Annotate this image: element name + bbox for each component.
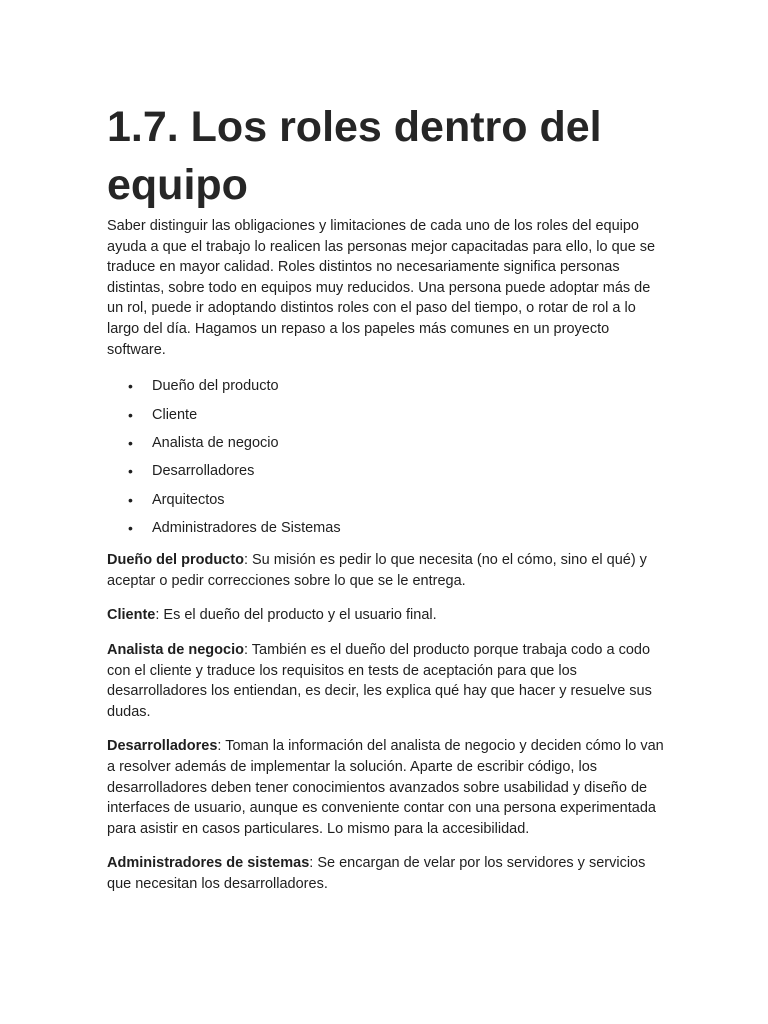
document-content	[107, 98, 667, 895]
definition-text: : Toman la información del analista de negocio y deciden cómo lo van a resolver además de implementar la solución. Aparte de escribir código, los desarrolladores deben tener conocimientos avanzados sobre usabilidad y diseño de interfaces de usuario, aunque es conveniente contar con una persona experimentada para asistir en casos particulares. Lo mismo para la accesibilidad.	[107, 738, 664, 837]
definition-term: Analista de negocio	[107, 641, 244, 658]
definition-text: : Su misión es pedir lo que necesita (no el cómo, sino el qué) y aceptar o pedir correcciones sobre lo que se le entrega.	[107, 552, 647, 589]
definition-client	[107, 605, 667, 626]
list-item: • Desarrolladores	[107, 461, 667, 482]
list-item: • Arquitectos	[107, 490, 667, 511]
definition-text: : Es el dueño del producto y el usuario final.	[155, 607, 437, 624]
list-item: • Dueño del producto	[107, 376, 667, 397]
list-item: • Analista de negocio	[107, 433, 667, 454]
definition-text: : Se encargan de velar por los servidores y servicios que necesitan los desarrolladores.	[107, 855, 646, 892]
definition-term: Desarrolladores	[107, 738, 218, 755]
definition-developers	[107, 736, 667, 839]
definition-term: Dueño del producto	[107, 552, 244, 569]
definition-term: Administradores de sistemas	[107, 855, 310, 872]
definition-product-owner	[107, 550, 667, 591]
list-item: • Administradores de Sistemas	[107, 518, 667, 539]
definition-sysadmins	[107, 853, 667, 894]
intro-paragraph: Saber distinguir las obligaciones y limitaciones de cada uno de los roles del equipo ayuda a que el trabajo lo realicen las personas mejor capacitadas para ello, lo que se traduce en mayor calidad. Roles distintos no necesariamente significa personas distintas, sobre todo en equipos muy reducidos. Una persona puede adoptar más de un rol, puede ir adoptando distintos roles con el paso del tiempo, o rotar de rol a lo largo del día. Hagamos un repaso a los papeles más comunes en un proyecto software.	[107, 218, 656, 358]
definition-term: Cliente	[107, 607, 156, 624]
definition-text: : También es el dueño del producto porque trabaja codo a codo con el cliente y traduce los requisitos en tests de aceptación para que los desarrolladores los entiendan, es decir, les explica qué hay que hacer y resuelve sus dudas.	[107, 641, 652, 720]
definition-business-analyst	[107, 640, 667, 722]
roles-list	[107, 376, 667, 539]
section-title: 1.7. Los roles dentro del equipo	[107, 103, 602, 209]
list-item: • Cliente	[107, 405, 667, 426]
